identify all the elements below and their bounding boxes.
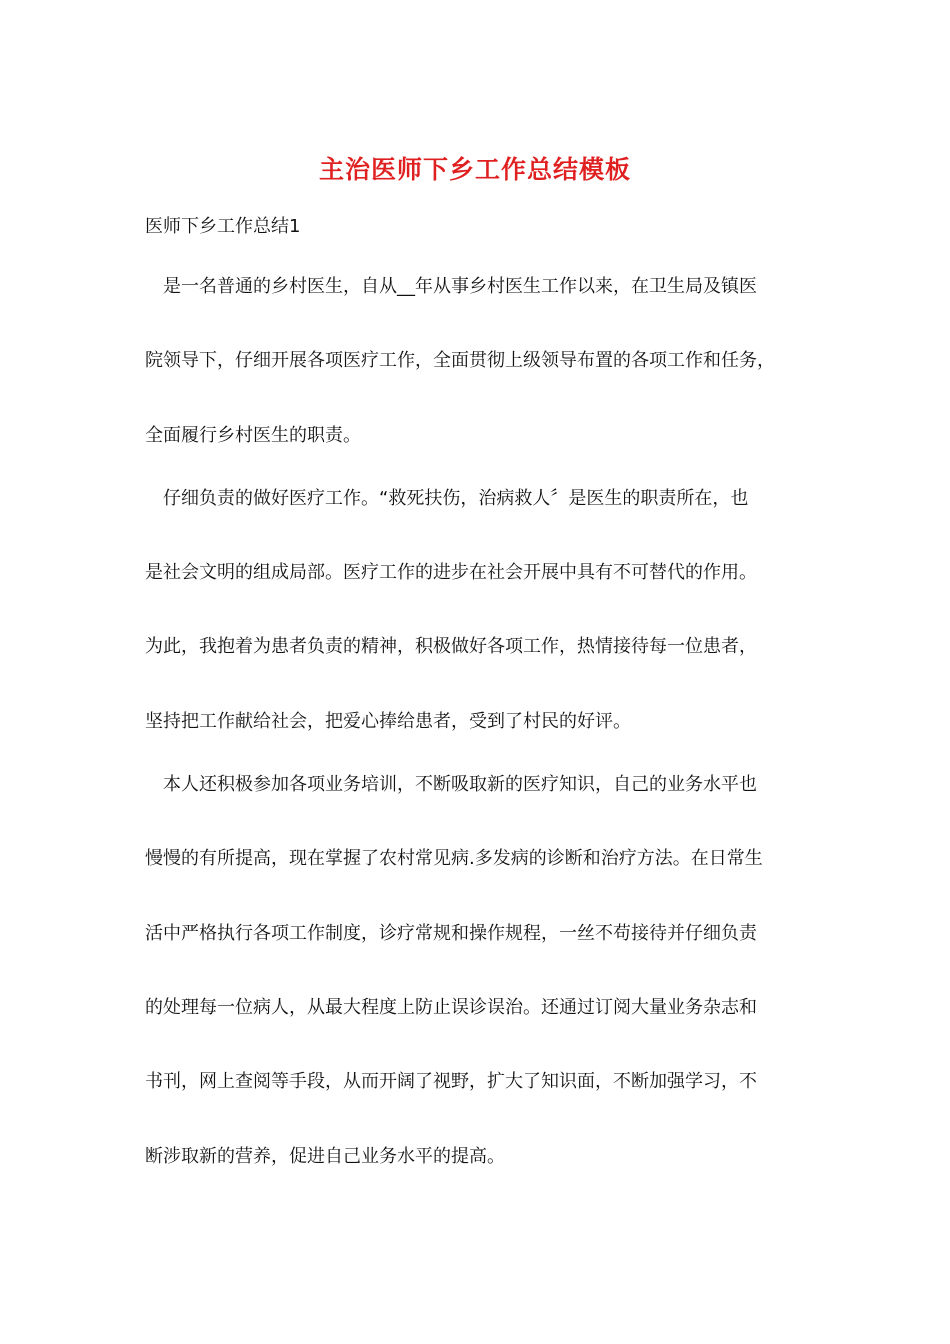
paragraph-line: 书刊，网上查阅等手段，从而开阔了视野，扩大了知识面，不断加强学习，不 [145, 1071, 757, 1092]
paragraph-line: 全面履行乡村医生的职责。 [145, 425, 361, 446]
paragraph-line: 本人还积极参加各项业务培训，不断吸取新的医疗知识，自己的业务水平也 [163, 774, 757, 795]
paragraph-line: 是社会文明的组成局部。医疗工作的进步在社会开展中具有不可替代的作用。 [145, 562, 757, 583]
paragraph-line: 是一名普通的乡村医生，自从__年从事乡村医生工作以来，在卫生局及镇医 [163, 276, 757, 297]
section-heading: 医师下乡工作总结1 [145, 216, 301, 237]
paragraph-line: 坚持把工作献给社会，把爱心捧给患者，受到了村民的好评。 [145, 711, 631, 732]
paragraph-line: 仔细负责的做好医疗工作。“救死扶伤，治病救人〞是医生的职责所在，也 [163, 488, 749, 509]
paragraph-line: 的处理每一位病人，从最大程度上防止误诊误治。还通过订阅大量业务杂志和 [145, 997, 757, 1018]
paragraph-line: 慢慢的有所提高，现在掌握了农村常见病.多发病的诊断和治疗方法。在日常生 [145, 848, 763, 869]
document-title: 主治医师下乡工作总结模板 [318, 155, 631, 184]
paragraph-line: 院领导下，仔细开展各项医疗工作，全面贯彻上级领导布置的各项工作和任务， [145, 350, 775, 371]
paragraph-line: 断涉取新的营养，促进自己业务水平的提高。 [145, 1146, 505, 1167]
paragraph-line: 活中严格执行各项工作制度，诊疗常规和操作规程，一丝不苟接待并仔细负责 [145, 923, 757, 944]
paragraph-line: 为此，我抱着为患者负责的精神，积极做好各项工作，热情接待每一位患者， [145, 636, 757, 657]
